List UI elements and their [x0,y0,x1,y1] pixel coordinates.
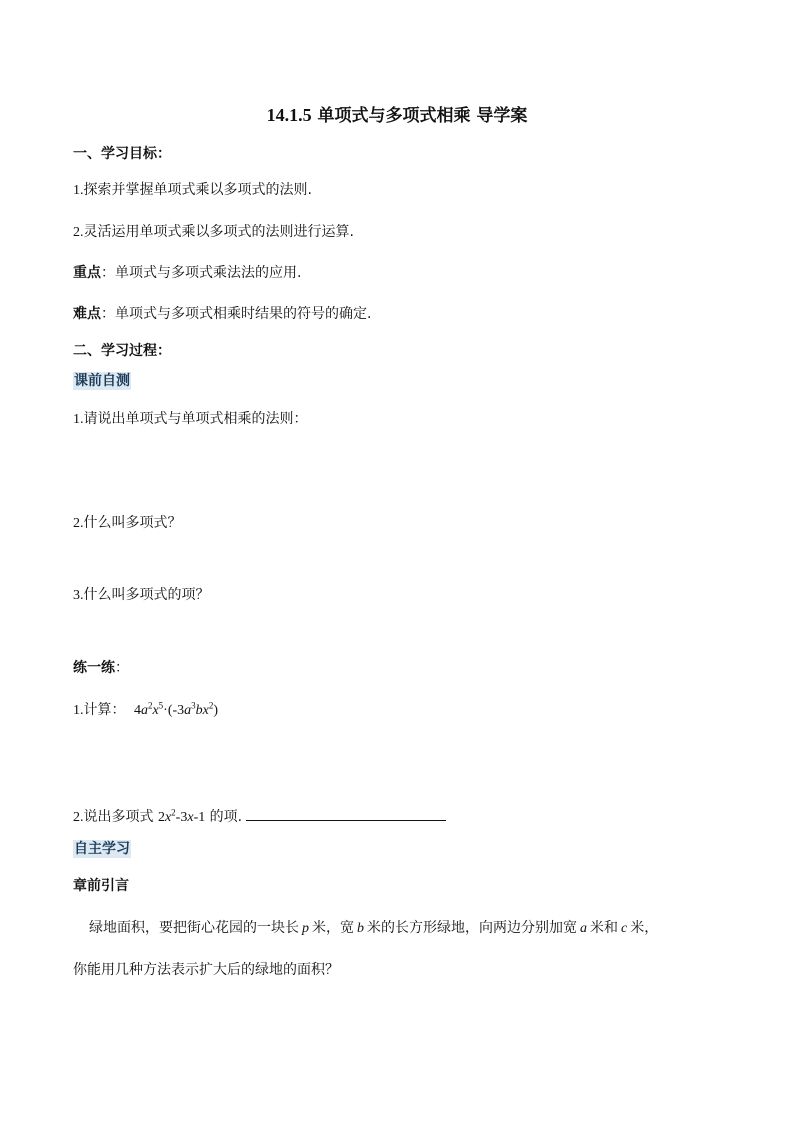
factor-open: ·(-3 [163,703,185,718]
exp-5: 5 [158,700,164,711]
problem-2-text: 说出多项式 [83,809,158,825]
intro-paragraph-line-2: 你能用几种方法表示扩大后的绿地的面积？ [73,962,339,978]
goal-1-text: 探索并掌握单项式乘以多项式的法则. [83,182,312,198]
page-title [0,104,794,127]
title-text: 单项式与多项式相乘 导学案 [311,106,528,126]
goal-2-text: 灵活运用单项式乘以多项式的法则进行运算. [83,224,354,240]
para-text-1: 绿地面积，要把街心花园的一块长 [89,920,299,936]
para-text-5: 米， [630,920,659,936]
question-2 [73,514,182,533]
term-minus-3: -3 [175,810,188,825]
question-1-text: 请说出单项式与单项式相乘的法则： [83,411,308,427]
para-text-4: 米和 [590,920,618,936]
practice-label: 练一练 [73,660,115,676]
var-a-2: a [184,703,192,718]
answer-blank[interactable] [246,806,446,821]
title-number: 14.1.5 [266,105,312,125]
key-point [73,264,301,282]
problem-2-expression [157,807,206,825]
var-x-2: x [187,810,194,825]
factor-close: ) [213,703,219,718]
practice-colon: ： [115,660,129,676]
term-minus-1: -1 [193,810,206,825]
difficulty-text: ：单项式与多项式相乘时结果的符号的确定. [101,306,372,322]
question-3-number: 3. [73,588,84,603]
section-heading-process: 二、学习过程： [73,343,171,359]
intro-heading: 章前引言 [73,878,129,894]
problem-1-number: 1. [73,703,84,718]
question-1 [73,410,308,429]
question-2-number: 2. [73,516,84,531]
problem-1-text: 计算： [83,702,126,718]
var-b: b [195,703,203,718]
key-point-text: ：单项式与多项式乘法法的应用. [101,265,302,281]
var-a: a [580,921,587,936]
var-x: x [164,810,172,825]
exp-2b: 2 [208,700,214,711]
goal-2-number: 2. [73,225,84,240]
var-x: x [152,703,159,718]
self-study-label: 自主学习 [74,841,130,857]
key-point-label: 重点 [73,265,101,281]
self-study-heading [73,840,131,858]
practice-heading [73,659,129,677]
exp-3: 3 [191,700,196,711]
exp-2: 2 [171,807,176,818]
goal-1-number: 1. [73,183,84,198]
para-text-3: 米的长方形绿地，向两边分别加宽 [367,920,577,936]
var-a: a [140,703,148,718]
question-3-text: 什么叫多项式的项？ [83,587,210,603]
pre-test-label: 课前自测 [74,373,130,389]
intro-paragraph-line-1 [89,919,658,938]
difficulty-label: 难点 [73,306,101,322]
difficulty-point [73,305,371,323]
practice-problem-2 [73,806,446,827]
coef-2: 2 [157,810,165,825]
pre-test-heading [73,372,131,390]
question-1-number: 1. [73,412,84,427]
var-p: p [302,921,309,936]
problem-2-number: 2. [73,810,84,825]
exp-2: 2 [147,700,153,711]
var-x-2: x [202,703,209,718]
para-text-2: 米，宽 [312,920,354,936]
var-b: b [357,921,364,936]
coef-4: 4 [133,703,141,718]
question-3 [73,586,210,605]
goal-2 [73,223,354,242]
var-c: c [621,921,628,936]
problem-1-expression [133,700,219,718]
goal-1 [73,181,312,200]
question-2-text: 什么叫多项式？ [83,515,182,531]
problem-2-tail: 的项. [205,809,243,825]
practice-problem-1 [73,701,218,720]
section-heading-goals: 一、学习目标： [73,146,171,162]
